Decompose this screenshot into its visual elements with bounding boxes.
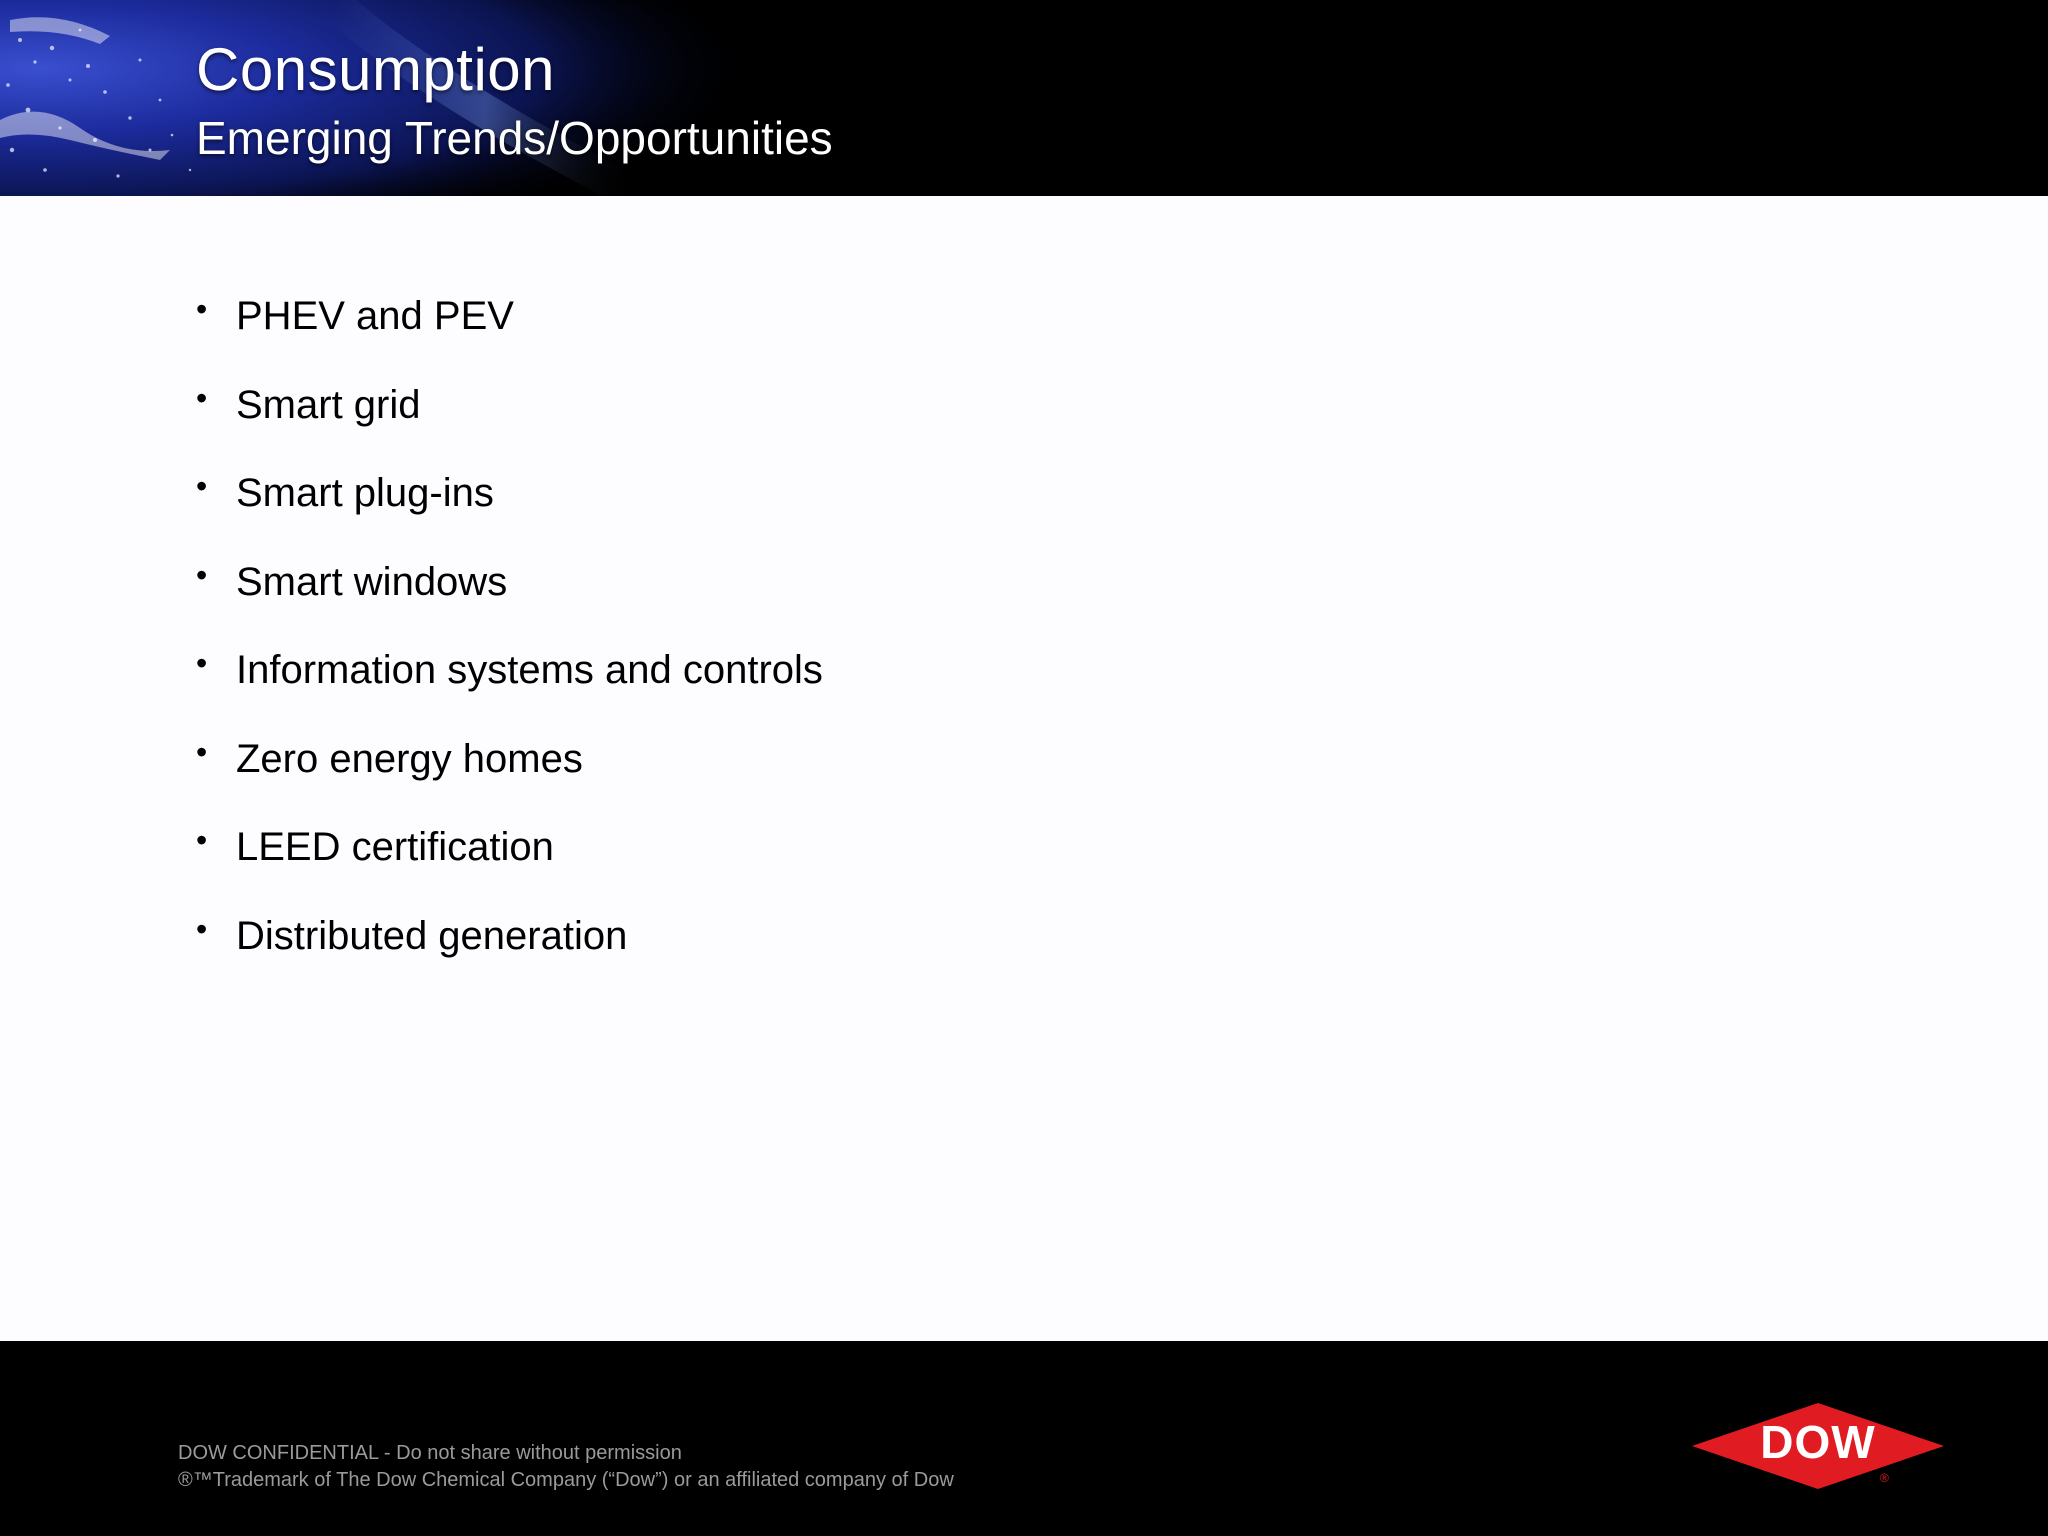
logo-wordmark: DOW	[1760, 1416, 1876, 1468]
bullet-icon: •	[196, 556, 208, 593]
bullet-icon: •	[196, 822, 208, 859]
list-item	[196, 803, 823, 892]
list-item	[196, 626, 823, 715]
dow-logo	[1690, 1401, 1946, 1491]
list-item-text: Smart grid	[236, 382, 421, 427]
list-item-text: Information systems and controls	[236, 648, 823, 693]
bullet-icon: •	[196, 468, 208, 505]
page-title: Consumption	[196, 36, 556, 103]
bullet-icon: •	[196, 645, 208, 682]
bullet-icon: •	[196, 910, 208, 947]
list-item	[196, 892, 823, 981]
list-item-text: Smart plug-ins	[236, 471, 494, 516]
bullet-icon: •	[196, 379, 208, 416]
list-item	[196, 449, 823, 538]
bullet-list	[196, 272, 823, 980]
footer-band	[0, 1341, 2048, 1536]
trademark-notice: ®™Trademark of The Dow Chemical Company (“Dow”) or an affiliated company of Dow	[178, 1469, 954, 1491]
bullet-icon: •	[196, 733, 208, 770]
page-subtitle: Emerging Trends/Opportunities	[196, 112, 833, 164]
header-band	[0, 0, 2048, 196]
list-item-text: Distributed generation	[236, 913, 628, 958]
list-item	[196, 361, 823, 450]
registered-mark: ®	[1880, 1471, 1889, 1485]
bullet-icon: •	[196, 291, 208, 328]
list-item	[196, 272, 823, 361]
list-item	[196, 715, 823, 804]
confidential-notice: DOW CONFIDENTIAL - Do not share without permission	[178, 1442, 682, 1464]
list-item-text: Zero energy homes	[236, 736, 583, 781]
list-item-text: LEED certification	[236, 825, 554, 870]
list-item	[196, 538, 823, 627]
list-item-text: Smart windows	[236, 559, 508, 604]
list-item-text: PHEV and PEV	[236, 294, 514, 339]
